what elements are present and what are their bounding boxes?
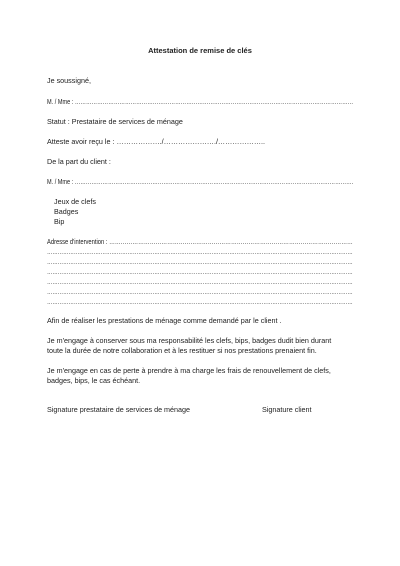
paragraph-loss-line1: Je m'engage en cas de perte à prendre à ma charge les frais de renouvellement de clefs, [47, 366, 331, 375]
item-badges: Badges [54, 207, 79, 216]
signature-provider-label: Signature prestataire de services de ménage [47, 405, 191, 414]
document-title: Attestation de remise de clés [148, 46, 252, 55]
item-keys: Jeux de clefs [54, 197, 96, 206]
status-text: Statut : Prestataire de services de ménage [47, 117, 183, 126]
provider-name-line: M. / Mme : …………………………………………………………………………………………………………………………………… [47, 97, 354, 106]
paragraph-purpose: Afin de réaliser les prestations de ménage comme demandé par le client . [47, 316, 282, 325]
paragraph-loss-line2: badges, bips, le cas échéant. [47, 376, 141, 385]
address-dots-line: ……………………………………………………………………………………………………………………………………………………… [47, 297, 353, 306]
address-dots-line: ……………………………………………………………………………………………………………………………………………………… [47, 267, 353, 276]
address-dots-line: ……………………………………………………………………………………………………………………………………………………… [47, 287, 353, 296]
item-bip: Bip [54, 217, 65, 226]
paragraph-responsibility-line2: toute la durée de notre collaboration et à les restituer si nos prestations prenaient fin. [47, 346, 317, 355]
received-date-line: Atteste avoir reçu le : ………………./…………………./……………….. [47, 137, 266, 146]
address-dots-line: ……………………………………………………………………………………………………………………………………………………… [47, 247, 353, 256]
address-line: Adresse d'intervention : ……………………………………………………………………………………………………………… [47, 237, 353, 246]
address-dots-line: ……………………………………………………………………………………………………………………………………………………… [47, 257, 353, 266]
soussigne-text: Je soussigné, [47, 76, 91, 85]
client-label: De la part du client : [47, 157, 111, 166]
client-name-line: M. / Mme : ……………………………………………………………………………………………………………………………………. [47, 177, 354, 186]
signature-client-label: Signature client [262, 405, 312, 414]
paragraph-responsibility-line1: Je m'engage à conserver sous ma responsabilité les clefs, bips, badges dudit bien durant [47, 336, 332, 345]
address-dots-line: ……………………………………………………………………………………………………………………………………………………… [47, 277, 353, 286]
